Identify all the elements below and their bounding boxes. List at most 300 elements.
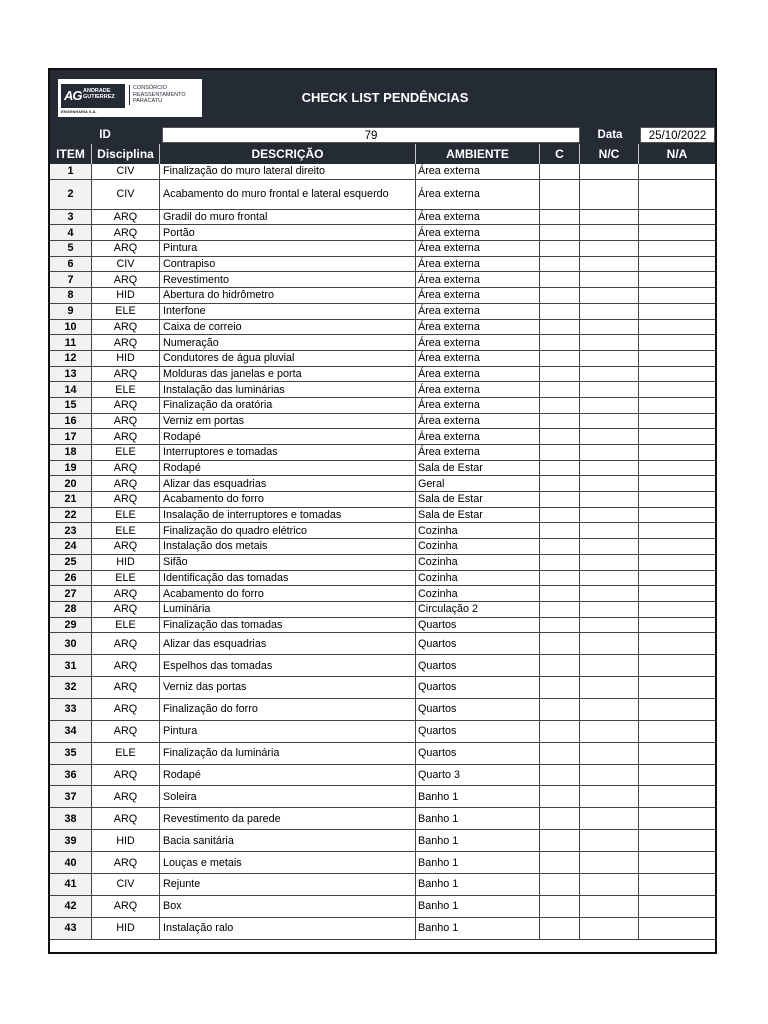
na-checkbox-cell[interactable] xyxy=(639,555,715,570)
descricao-cell: Acabamento do muro frontal e lateral esquerdo xyxy=(160,180,416,209)
nc-checkbox-cell[interactable] xyxy=(580,241,639,256)
c-checkbox-cell[interactable] xyxy=(540,225,580,240)
ambiente-cell: Área externa xyxy=(416,272,540,287)
nc-checkbox-cell[interactable] xyxy=(580,429,639,444)
item-cell: 9 xyxy=(50,304,92,319)
item-cell: 2 xyxy=(50,180,92,209)
ambiente-cell: Sala de Estar xyxy=(416,492,540,507)
item-cell: 24 xyxy=(50,539,92,554)
na-checkbox-cell[interactable] xyxy=(639,367,715,382)
date-value: 25/10/2022 xyxy=(640,127,715,143)
nc-checkbox-cell[interactable] xyxy=(580,896,639,917)
item-cell: 27 xyxy=(50,586,92,601)
descricao-cell: Acabamento do forro xyxy=(160,586,416,601)
item-cell: 19 xyxy=(50,461,92,476)
na-checkbox-cell[interactable] xyxy=(639,351,715,366)
ambiente-cell: Circulação 2 xyxy=(416,602,540,617)
c-checkbox-cell[interactable] xyxy=(540,351,580,366)
item-cell: 34 xyxy=(50,721,92,742)
nc-checkbox-cell[interactable] xyxy=(580,445,639,460)
c-checkbox-cell[interactable] xyxy=(540,523,580,538)
na-checkbox-cell[interactable] xyxy=(639,539,715,554)
disciplina-cell: ARQ xyxy=(92,414,160,429)
nc-checkbox-cell[interactable] xyxy=(580,414,639,429)
item-cell: 20 xyxy=(50,476,92,491)
na-checkbox-cell[interactable] xyxy=(639,257,715,272)
table-row xyxy=(50,320,715,336)
descricao-cell: Portão xyxy=(160,225,416,240)
descricao-cell: Finalização do muro lateral direito xyxy=(160,164,416,179)
ambiente-cell: Banho 1 xyxy=(416,808,540,829)
ambiente-cell: Área externa xyxy=(416,210,540,225)
c-checkbox-cell[interactable] xyxy=(540,896,580,917)
ambiente-cell: Quartos xyxy=(416,677,540,698)
c-checkbox-cell[interactable] xyxy=(540,633,580,654)
na-checkbox-cell[interactable] xyxy=(639,830,715,851)
table-row xyxy=(50,918,715,940)
ambiente-cell: Área externa xyxy=(416,335,540,350)
c-checkbox-cell[interactable] xyxy=(540,852,580,873)
descricao-cell: Finalização da oratória xyxy=(160,398,416,413)
nc-checkbox-cell[interactable] xyxy=(580,476,639,491)
c-checkbox-cell[interactable] xyxy=(540,335,580,350)
disciplina-cell: ARQ xyxy=(92,677,160,698)
nc-checkbox-cell[interactable] xyxy=(580,699,639,720)
descricao-cell: Soleira xyxy=(160,786,416,807)
nc-checkbox-cell[interactable] xyxy=(580,655,639,676)
item-cell: 35 xyxy=(50,743,92,764)
na-checkbox-cell[interactable] xyxy=(639,320,715,335)
na-checkbox-cell[interactable] xyxy=(639,225,715,240)
disciplina-cell: HID xyxy=(92,351,160,366)
nc-checkbox-cell[interactable] xyxy=(580,765,639,786)
id-row xyxy=(50,126,715,144)
na-checkbox-cell[interactable] xyxy=(639,786,715,807)
nc-checkbox-cell[interactable] xyxy=(580,633,639,654)
table-row xyxy=(50,586,715,602)
nc-checkbox-cell[interactable] xyxy=(580,602,639,617)
c-checkbox-cell[interactable] xyxy=(540,445,580,460)
disciplina-cell: CIV xyxy=(92,164,160,179)
c-checkbox-cell[interactable] xyxy=(540,918,580,939)
disciplina-cell: ELE xyxy=(92,304,160,319)
na-checkbox-cell[interactable] xyxy=(639,180,715,209)
disciplina-cell: ARQ xyxy=(92,476,160,491)
disciplina-cell: HID xyxy=(92,830,160,851)
c-checkbox-cell[interactable] xyxy=(540,586,580,601)
nc-checkbox-cell[interactable] xyxy=(580,257,639,272)
item-cell: 13 xyxy=(50,367,92,382)
na-checkbox-cell[interactable] xyxy=(639,461,715,476)
c-checkbox-cell[interactable] xyxy=(540,786,580,807)
na-checkbox-cell[interactable] xyxy=(639,852,715,873)
disciplina-cell: ARQ xyxy=(92,852,160,873)
disciplina-cell: ARQ xyxy=(92,429,160,444)
ambiente-cell: Quartos xyxy=(416,618,540,633)
c-checkbox-cell[interactable] xyxy=(540,655,580,676)
na-checkbox-cell[interactable] xyxy=(639,476,715,491)
descricao-cell: Condutores de água pluvial xyxy=(160,351,416,366)
nc-checkbox-cell[interactable] xyxy=(580,539,639,554)
ambiente-cell: Área externa xyxy=(416,382,540,397)
nc-checkbox-cell[interactable] xyxy=(580,743,639,764)
na-checkbox-cell[interactable] xyxy=(639,918,715,939)
nc-checkbox-cell[interactable] xyxy=(580,288,639,303)
c-checkbox-cell[interactable] xyxy=(540,743,580,764)
nc-checkbox-cell[interactable] xyxy=(580,918,639,939)
na-checkbox-cell[interactable] xyxy=(639,272,715,287)
c-checkbox-cell[interactable] xyxy=(540,618,580,633)
ambiente-cell: Banho 1 xyxy=(416,852,540,873)
table-row xyxy=(50,257,715,273)
na-checkbox-cell[interactable] xyxy=(639,241,715,256)
descricao-cell: Revestimento xyxy=(160,272,416,287)
descricao-cell: Rodapé xyxy=(160,765,416,786)
descricao-cell: Bacia sanitária xyxy=(160,830,416,851)
disciplina-cell: ELE xyxy=(92,523,160,538)
na-checkbox-cell[interactable] xyxy=(639,699,715,720)
na-checkbox-cell[interactable] xyxy=(639,523,715,538)
disciplina-cell: ARQ xyxy=(92,539,160,554)
c-checkbox-cell[interactable] xyxy=(540,765,580,786)
table-row xyxy=(50,445,715,461)
item-cell: 39 xyxy=(50,830,92,851)
company-logo xyxy=(58,79,202,117)
descricao-cell: Insalação de interruptores e tomadas xyxy=(160,508,416,523)
na-checkbox-cell[interactable] xyxy=(639,874,715,895)
descricao-cell: Alizar das esquadrias xyxy=(160,476,416,491)
table-row xyxy=(50,414,715,430)
disciplina-cell: ARQ xyxy=(92,808,160,829)
item-cell: 1 xyxy=(50,164,92,179)
c-checkbox-cell[interactable] xyxy=(540,492,580,507)
descricao-cell: Instalação ralo xyxy=(160,918,416,939)
disciplina-cell: HID xyxy=(92,918,160,939)
descricao-cell: Verniz em portas xyxy=(160,414,416,429)
disciplina-cell: ELE xyxy=(92,382,160,397)
nc-checkbox-cell[interactable] xyxy=(580,786,639,807)
disciplina-cell: ARQ xyxy=(92,633,160,654)
table-row xyxy=(50,476,715,492)
descricao-cell: Rodapé xyxy=(160,429,416,444)
na-checkbox-cell[interactable] xyxy=(639,288,715,303)
item-cell: 42 xyxy=(50,896,92,917)
nc-checkbox-cell[interactable] xyxy=(580,351,639,366)
descricao-cell: Alizar das esquadrias xyxy=(160,633,416,654)
c-checkbox-cell[interactable] xyxy=(540,257,580,272)
disciplina-cell: ARQ xyxy=(92,320,160,335)
na-checkbox-cell[interactable] xyxy=(639,304,715,319)
logo-company-name xyxy=(83,88,115,100)
nc-checkbox-cell[interactable] xyxy=(580,508,639,523)
table-row xyxy=(50,288,715,304)
descricao-cell: Contrapiso xyxy=(160,257,416,272)
na-checkbox-cell[interactable] xyxy=(639,382,715,397)
ambiente-cell: Área externa xyxy=(416,241,540,256)
na-checkbox-cell[interactable] xyxy=(639,743,715,764)
na-checkbox-cell[interactable] xyxy=(639,445,715,460)
c-checkbox-cell[interactable] xyxy=(540,272,580,287)
nc-checkbox-cell[interactable] xyxy=(580,830,639,851)
col-nc: N/C xyxy=(580,144,639,164)
disciplina-cell: ARQ xyxy=(92,398,160,413)
disciplina-cell: CIV xyxy=(92,874,160,895)
col-na: N/A xyxy=(666,147,688,161)
disciplina-cell: HID xyxy=(92,555,160,570)
na-checkbox-cell[interactable] xyxy=(639,602,715,617)
nc-checkbox-cell[interactable] xyxy=(580,367,639,382)
c-checkbox-cell[interactable] xyxy=(540,367,580,382)
na-checkbox-cell[interactable] xyxy=(639,508,715,523)
disciplina-cell: ARQ xyxy=(92,241,160,256)
ambiente-cell: Área externa xyxy=(416,445,540,460)
table-row xyxy=(50,429,715,445)
ambiente-cell: Sala de Estar xyxy=(416,461,540,476)
item-cell: 6 xyxy=(50,257,92,272)
c-checkbox-cell[interactable] xyxy=(540,830,580,851)
descricao-cell: Interruptores e tomadas xyxy=(160,445,416,460)
c-checkbox-cell[interactable] xyxy=(540,414,580,429)
nc-checkbox-cell[interactable] xyxy=(580,721,639,742)
c-checkbox-cell[interactable] xyxy=(540,164,580,179)
descricao-cell: Instalação dos metais xyxy=(160,539,416,554)
c-checkbox-cell[interactable] xyxy=(540,288,580,303)
ambiente-cell: Quartos xyxy=(416,655,540,676)
na-checkbox-cell[interactable] xyxy=(639,765,715,786)
table-row xyxy=(50,180,715,210)
ambiente-cell: Quarto 3 xyxy=(416,765,540,786)
descricao-cell: Gradil do muro frontal xyxy=(160,210,416,225)
item-cell: 5 xyxy=(50,241,92,256)
c-checkbox-cell[interactable] xyxy=(540,555,580,570)
logo-name-line2: GUTIERREZ xyxy=(83,94,115,100)
na-checkbox-cell[interactable] xyxy=(639,335,715,350)
ambiente-cell: Banho 1 xyxy=(416,830,540,851)
c-checkbox-cell[interactable] xyxy=(540,808,580,829)
na-checkbox-cell[interactable] xyxy=(639,808,715,829)
c-checkbox-cell[interactable] xyxy=(540,571,580,586)
c-checkbox-cell[interactable] xyxy=(540,382,580,397)
nc-checkbox-cell[interactable] xyxy=(580,320,639,335)
nc-checkbox-cell[interactable] xyxy=(580,571,639,586)
c-checkbox-cell[interactable] xyxy=(540,241,580,256)
nc-checkbox-cell[interactable] xyxy=(580,164,639,179)
na-checkbox-cell[interactable] xyxy=(639,398,715,413)
checklist-sheet xyxy=(48,68,717,954)
nc-checkbox-cell[interactable] xyxy=(580,555,639,570)
logo-consortium xyxy=(129,85,205,105)
disciplina-cell: ARQ xyxy=(92,210,160,225)
logo-name-line1: ANDRADE xyxy=(83,88,111,94)
nc-checkbox-cell[interactable] xyxy=(580,335,639,350)
item-cell: 41 xyxy=(50,874,92,895)
descricao-cell: Rejunte xyxy=(160,874,416,895)
id-label: ID xyxy=(99,129,111,141)
descricao-cell: Sifão xyxy=(160,555,416,570)
item-cell: 4 xyxy=(50,225,92,240)
col-ambiente: AMBIENTE xyxy=(416,144,540,164)
col-c: C xyxy=(540,144,580,164)
table-row xyxy=(50,539,715,555)
nc-checkbox-cell[interactable] xyxy=(580,210,639,225)
item-cell: 25 xyxy=(50,555,92,570)
item-cell: 22 xyxy=(50,508,92,523)
nc-checkbox-cell[interactable] xyxy=(580,461,639,476)
na-checkbox-cell[interactable] xyxy=(639,492,715,507)
c-checkbox-cell[interactable] xyxy=(540,874,580,895)
disciplina-cell: ELE xyxy=(92,618,160,633)
descricao-cell: Louças e metais xyxy=(160,852,416,873)
disciplina-cell: ARQ xyxy=(92,655,160,676)
na-checkbox-cell[interactable] xyxy=(639,721,715,742)
table-row xyxy=(50,492,715,508)
c-checkbox-cell[interactable] xyxy=(540,721,580,742)
nc-checkbox-cell[interactable] xyxy=(580,852,639,873)
ambiente-cell: Área externa xyxy=(416,288,540,303)
nc-checkbox-cell[interactable] xyxy=(580,304,639,319)
consortium-line2: REASSENTAMENTO xyxy=(133,91,186,98)
ambiente-cell: Cozinha xyxy=(416,555,540,570)
table-row xyxy=(50,225,715,241)
item-cell: 36 xyxy=(50,765,92,786)
nc-checkbox-cell[interactable] xyxy=(580,808,639,829)
item-cell: 43 xyxy=(50,918,92,939)
ambiente-cell: Área externa xyxy=(416,414,540,429)
item-cell: 14 xyxy=(50,382,92,397)
ambiente-cell: Área externa xyxy=(416,398,540,413)
nc-checkbox-cell[interactable] xyxy=(580,180,639,209)
c-checkbox-cell[interactable] xyxy=(540,602,580,617)
disciplina-cell: ARQ xyxy=(92,896,160,917)
nc-checkbox-cell[interactable] xyxy=(580,225,639,240)
descricao-cell: Rodapé xyxy=(160,461,416,476)
na-checkbox-cell[interactable] xyxy=(639,414,715,429)
item-cell: 15 xyxy=(50,398,92,413)
ambiente-cell: Área externa xyxy=(416,367,540,382)
disciplina-cell: ARQ xyxy=(92,461,160,476)
nc-checkbox-cell[interactable] xyxy=(580,677,639,698)
descricao-cell: Finalização do forro xyxy=(160,699,416,720)
item-cell: 37 xyxy=(50,786,92,807)
c-checkbox-cell[interactable] xyxy=(540,508,580,523)
nc-checkbox-cell[interactable] xyxy=(580,618,639,633)
table-row xyxy=(50,210,715,226)
column-header-row xyxy=(50,144,715,164)
ambiente-cell: Banho 1 xyxy=(416,918,540,939)
nc-checkbox-cell[interactable] xyxy=(580,382,639,397)
na-checkbox-cell[interactable] xyxy=(639,677,715,698)
ambiente-cell: Área externa xyxy=(416,429,540,444)
table-row xyxy=(50,241,715,257)
c-checkbox-cell[interactable] xyxy=(540,461,580,476)
table-row xyxy=(50,351,715,367)
disciplina-cell: ARQ xyxy=(92,765,160,786)
nc-checkbox-cell[interactable] xyxy=(580,874,639,895)
c-checkbox-cell[interactable] xyxy=(540,476,580,491)
nc-checkbox-cell[interactable] xyxy=(580,523,639,538)
c-checkbox-cell[interactable] xyxy=(540,699,580,720)
table-row xyxy=(50,677,715,699)
descricao-cell: Luminária xyxy=(160,602,416,617)
descricao-cell: Pintura xyxy=(160,721,416,742)
consortium-line3: PARACATU xyxy=(133,98,163,104)
consortium-line1: CONSÓRCIO xyxy=(133,85,167,91)
descricao-cell: Identificação das tomadas xyxy=(160,571,416,586)
table-row xyxy=(50,382,715,398)
ambiente-cell: Cozinha xyxy=(416,571,540,586)
table-row xyxy=(50,765,715,787)
item-cell: 23 xyxy=(50,523,92,538)
c-checkbox-cell[interactable] xyxy=(540,180,580,209)
c-checkbox-cell[interactable] xyxy=(540,210,580,225)
ambiente-cell: Área externa xyxy=(416,351,540,366)
c-checkbox-cell[interactable] xyxy=(540,398,580,413)
ambiente-cell: Quartos xyxy=(416,743,540,764)
item-cell: 10 xyxy=(50,320,92,335)
ambiente-cell: Área externa xyxy=(416,164,540,179)
disciplina-cell: CIV xyxy=(92,257,160,272)
item-cell: 26 xyxy=(50,571,92,586)
descricao-cell: Revestimento da parede xyxy=(160,808,416,829)
na-checkbox-cell[interactable] xyxy=(639,210,715,225)
table-row xyxy=(50,523,715,539)
c-checkbox-cell[interactable] xyxy=(540,539,580,554)
item-cell: 17 xyxy=(50,429,92,444)
col-item: ITEM xyxy=(50,144,92,164)
nc-checkbox-cell[interactable] xyxy=(580,398,639,413)
ambiente-cell: Área externa xyxy=(416,180,540,209)
c-checkbox-cell[interactable] xyxy=(540,320,580,335)
c-checkbox-cell[interactable] xyxy=(540,304,580,319)
table-row xyxy=(50,786,715,808)
c-checkbox-cell[interactable] xyxy=(540,429,580,444)
descricao-cell: Finalização das tomadas xyxy=(160,618,416,633)
disciplina-cell: ELE xyxy=(92,508,160,523)
table-row xyxy=(50,555,715,571)
logo-initials: AG xyxy=(64,88,82,103)
table-row xyxy=(50,874,715,896)
na-checkbox-cell[interactable] xyxy=(639,896,715,917)
table-row xyxy=(50,304,715,320)
descricao-cell: Verniz das portas xyxy=(160,677,416,698)
table-row xyxy=(50,699,715,721)
na-checkbox-cell[interactable] xyxy=(639,586,715,601)
nc-checkbox-cell[interactable] xyxy=(580,492,639,507)
disciplina-cell: ARQ xyxy=(92,492,160,507)
table-row xyxy=(50,508,715,524)
nc-checkbox-cell[interactable] xyxy=(580,272,639,287)
na-checkbox-cell[interactable] xyxy=(639,655,715,676)
na-checkbox-cell[interactable] xyxy=(639,571,715,586)
disciplina-cell: ARQ xyxy=(92,367,160,382)
item-cell: 32 xyxy=(50,677,92,698)
na-checkbox-cell[interactable] xyxy=(639,618,715,633)
na-checkbox-cell[interactable] xyxy=(639,633,715,654)
c-checkbox-cell[interactable] xyxy=(540,677,580,698)
ambiente-cell: Área externa xyxy=(416,304,540,319)
na-checkbox-cell[interactable] xyxy=(639,429,715,444)
descricao-cell: Caixa de correio xyxy=(160,320,416,335)
ambiente-cell: Área externa xyxy=(416,225,540,240)
descricao-cell: Abertura do hidrômetro xyxy=(160,288,416,303)
date-label: Data xyxy=(597,129,623,141)
disciplina-cell: HID xyxy=(92,288,160,303)
disciplina-cell: ARQ xyxy=(92,335,160,350)
table-row xyxy=(50,830,715,852)
table-row xyxy=(50,164,715,180)
nc-checkbox-cell[interactable] xyxy=(580,586,639,601)
na-checkbox-cell[interactable] xyxy=(639,164,715,179)
